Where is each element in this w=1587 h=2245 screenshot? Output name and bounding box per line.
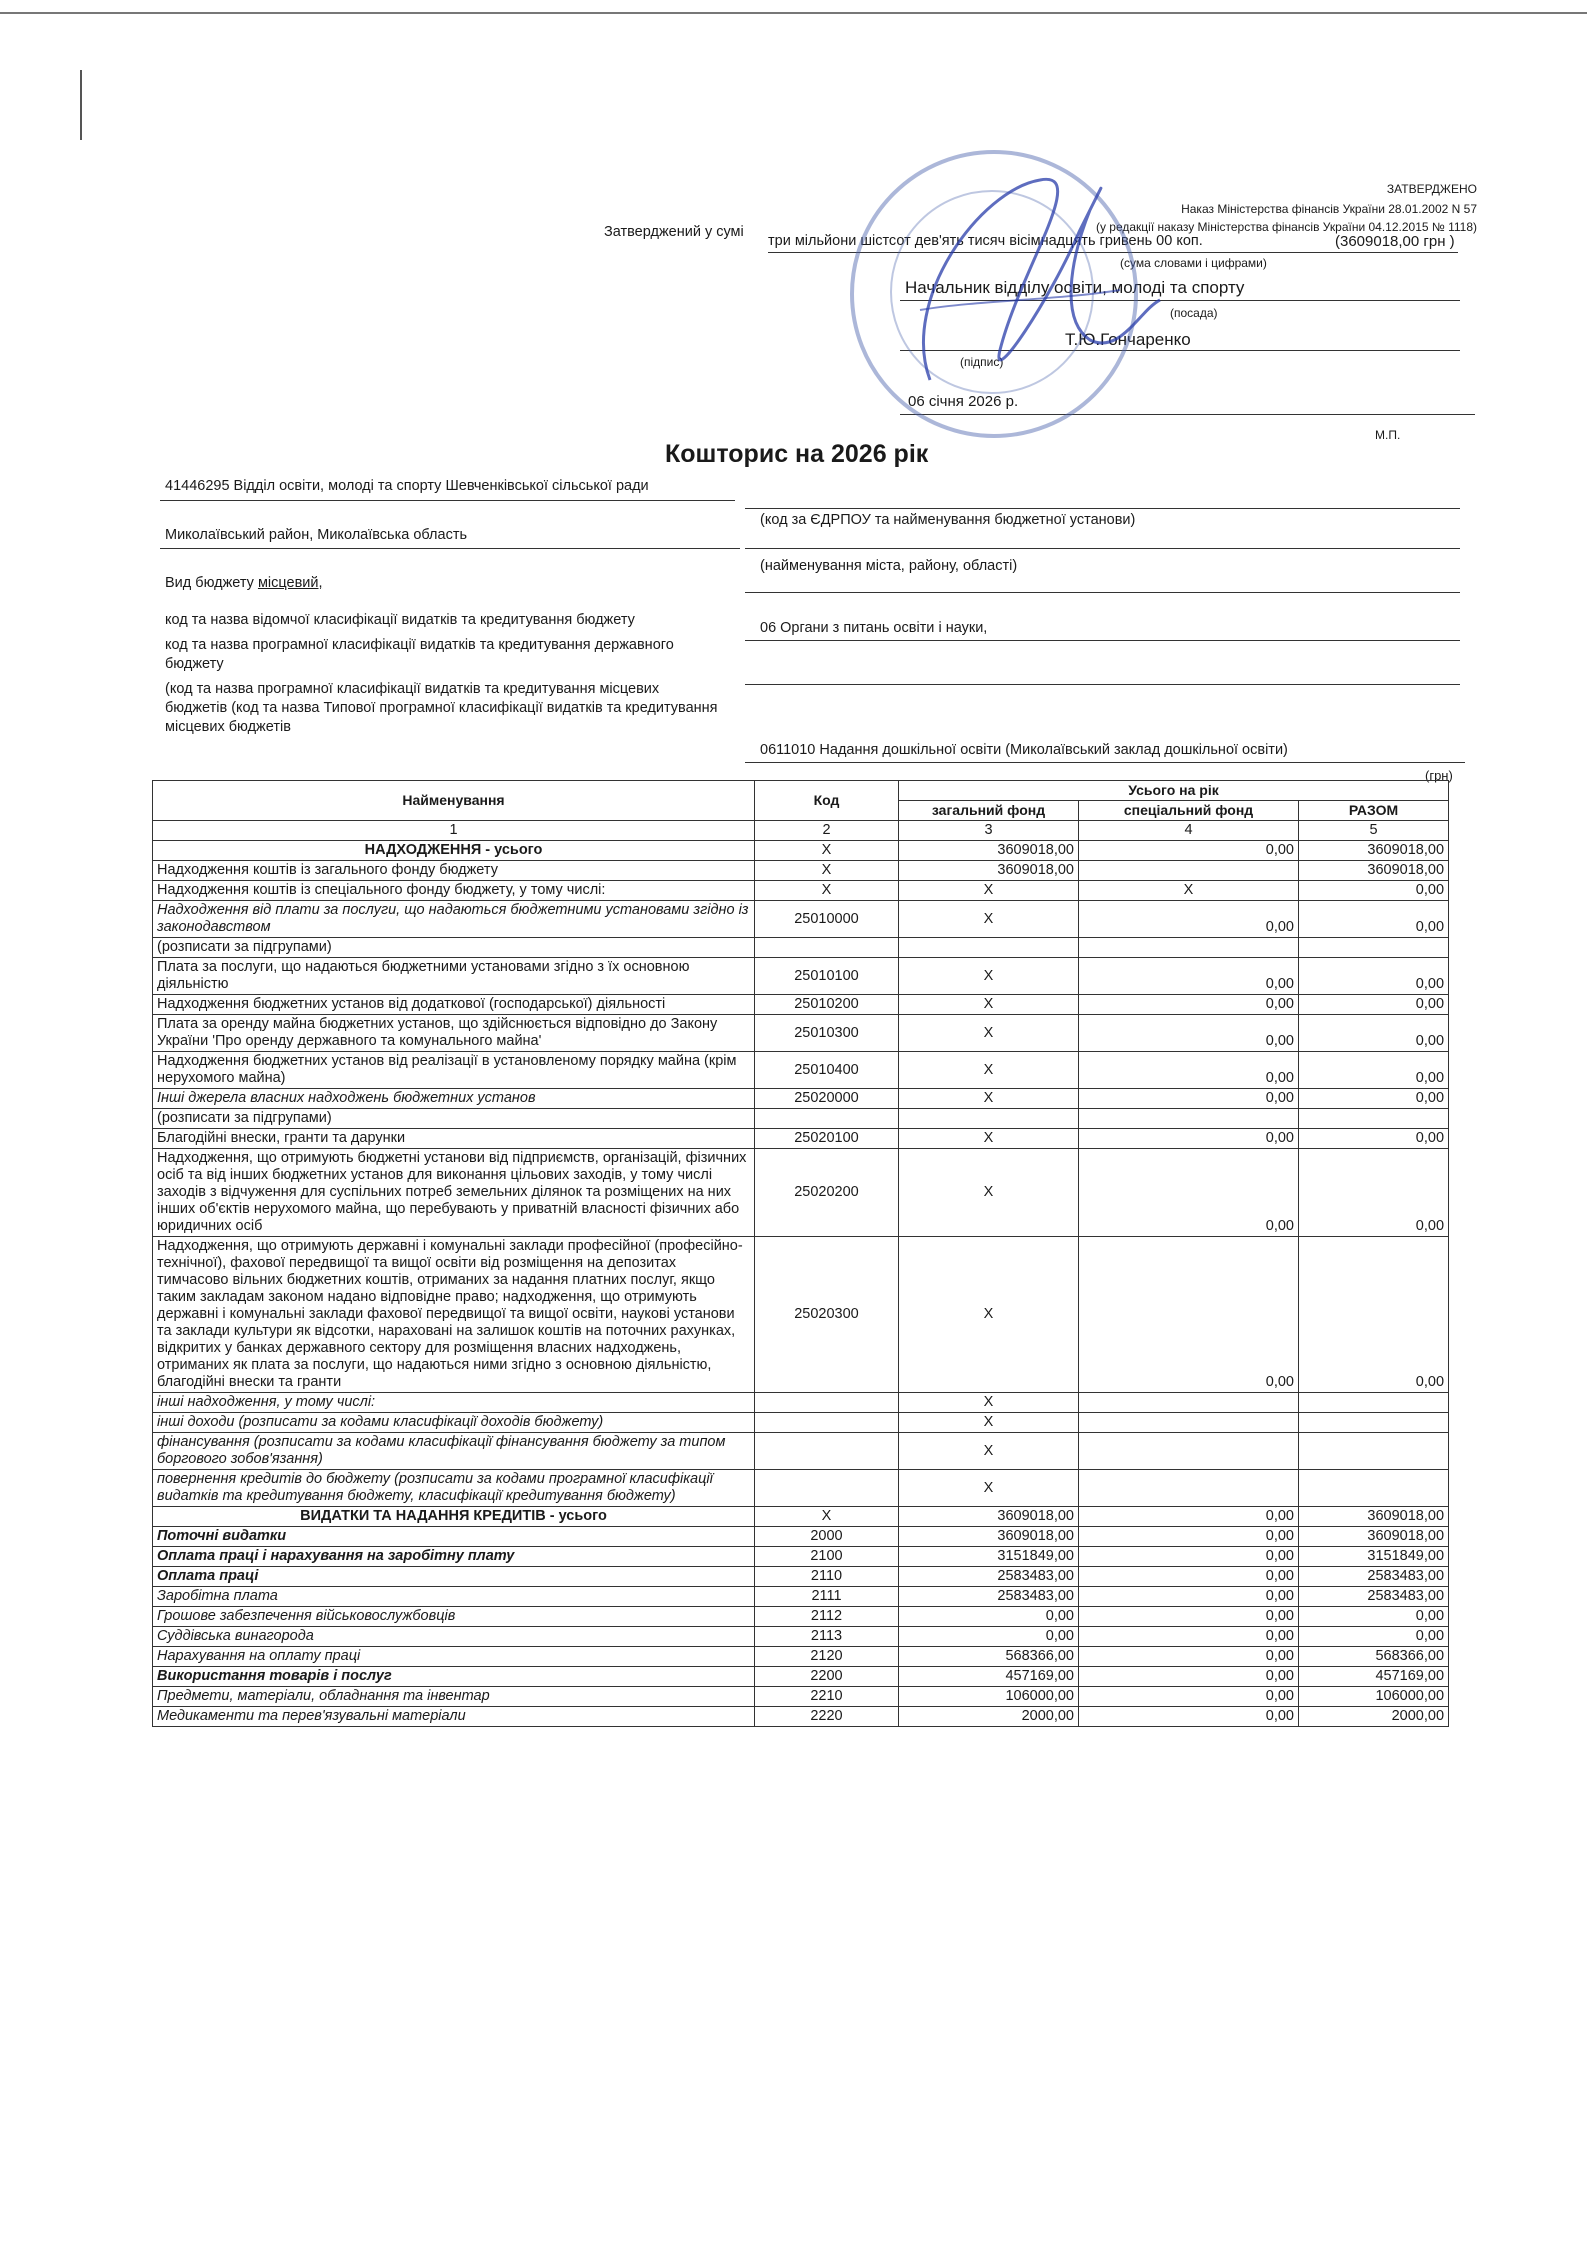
cell-total: 0,00	[1299, 1129, 1449, 1149]
cell-general	[899, 938, 1079, 958]
cell-name: Надходження коштів із спеціального фонду бюджету, у тому числі:	[153, 881, 755, 901]
table-row	[153, 841, 1449, 861]
local-prog-label: (код та назва програмної класифікації видатків та кредитування місцевих бюджетів (код та назва Типової програмної класифікації видатків та кредитування місцевих бюджетів	[165, 681, 718, 735]
cell-name: НАДХОДЖЕННЯ - усього	[153, 841, 755, 861]
table-row	[153, 1587, 1449, 1607]
cell-total: 2583483,00	[1299, 1567, 1449, 1587]
cell-general: Х	[899, 1129, 1079, 1149]
cell-total: 3609018,00	[1299, 861, 1449, 881]
table-row	[153, 1413, 1449, 1433]
cell-code	[755, 1393, 899, 1413]
cell-code: 25010200	[755, 995, 899, 1015]
cell-special: 0,00	[1079, 1089, 1299, 1109]
cell-code	[755, 1433, 899, 1470]
estimate-table-body	[153, 841, 1449, 1727]
cell-name: (розписати за підгрупами)	[153, 1109, 755, 1129]
table-row	[153, 958, 1449, 995]
cell-total: 0,00	[1299, 995, 1449, 1015]
cell-name: Надходження коштів із загального фонду бюджету	[153, 861, 755, 881]
page-title: Кошторис на 2026 рік	[665, 440, 929, 468]
table-row	[153, 1707, 1449, 1727]
header-sum: РАЗОМ	[1299, 801, 1449, 821]
cell-special	[1079, 1470, 1299, 1507]
cell-code: 25020000	[755, 1089, 899, 1109]
table-row	[153, 1237, 1449, 1393]
cell-name: Оплата праці і нарахування на заробітну плату	[153, 1547, 755, 1567]
approved-sum-prefix: Затверджений у сумі	[604, 224, 744, 240]
table-row	[153, 1647, 1449, 1667]
cell-general: Х	[899, 1393, 1079, 1413]
cell-special: 0,00	[1079, 1627, 1299, 1647]
cell-name: фінансування (розписати за кодами класифікації фінансування бюджету за типом боргового зобов'язання)	[153, 1433, 755, 1470]
cell-code: 25020300	[755, 1237, 899, 1393]
cell-special	[1079, 1393, 1299, 1413]
signature-caption: (підпис)	[960, 355, 1004, 369]
cell-code: 2210	[755, 1687, 899, 1707]
position-caption: (посада)	[1170, 306, 1218, 320]
cell-special: 0,00	[1079, 1237, 1299, 1393]
scan-edge-left	[80, 70, 82, 140]
cell-total	[1299, 1109, 1449, 1129]
cell-name: Предмети, матеріали, обладнання та інвентар	[153, 1687, 755, 1707]
cell-code: 2112	[755, 1607, 899, 1627]
cell-code: Х	[755, 1507, 899, 1527]
cell-total: 0,00	[1299, 958, 1449, 995]
cell-name: Надходження бюджетних установ від додаткової (господарської) діяльності	[153, 995, 755, 1015]
cell-special: 0,00	[1079, 1129, 1299, 1149]
cell-total: 0,00	[1299, 881, 1449, 901]
institution-location: Миколаївський район, Миколаївська область	[165, 527, 468, 543]
cell-code: 2110	[755, 1567, 899, 1587]
cell-code: 25020200	[755, 1149, 899, 1237]
table-row	[153, 901, 1449, 938]
cell-special: 0,00	[1079, 1707, 1299, 1727]
cell-general: 3609018,00	[899, 861, 1079, 881]
cell-total: 0,00	[1299, 1052, 1449, 1089]
cell-total: 3151849,00	[1299, 1547, 1449, 1567]
cell-special: 0,00	[1079, 1547, 1299, 1567]
cell-general: 2583483,00	[899, 1567, 1079, 1587]
approver-position: Начальник відділу освіти, молоді та спорту	[905, 278, 1245, 297]
table-row	[153, 1109, 1449, 1129]
cell-special: 0,00	[1079, 995, 1299, 1015]
cell-code	[755, 938, 899, 958]
col-number: 4	[1079, 821, 1299, 841]
approved-sum-words: три мільйони шістсот дев'ять тисяч вісімнадцять гривень 00 коп.	[768, 233, 1203, 249]
cell-code: 2100	[755, 1547, 899, 1567]
table-row	[153, 1687, 1449, 1707]
cell-code: 2113	[755, 1627, 899, 1647]
cell-general: 3609018,00	[899, 1507, 1079, 1527]
cell-code: Х	[755, 881, 899, 901]
cell-total	[1299, 1393, 1449, 1413]
cell-total: 0,00	[1299, 1089, 1449, 1109]
cell-special: 0,00	[1079, 1567, 1299, 1587]
cell-special	[1079, 938, 1299, 958]
cell-code: Х	[755, 861, 899, 881]
cell-name: Плата за оренду майна бюджетних установ, що здійснюється відповідно до Закону України 'Про оренду державного та комунального майна'	[153, 1015, 755, 1052]
seal-mark: М.П.	[1375, 428, 1401, 442]
cell-total: 0,00	[1299, 901, 1449, 938]
cell-total: 2000,00	[1299, 1707, 1449, 1727]
cell-general: 0,00	[899, 1607, 1079, 1627]
order-line1: Наказ Міністерства фінансів України 28.01.2002 N 57	[1181, 202, 1477, 216]
table-row	[153, 1129, 1449, 1149]
cell-total: 0,00	[1299, 1627, 1449, 1647]
cell-total	[1299, 1433, 1449, 1470]
cell-general: 2583483,00	[899, 1587, 1079, 1607]
cell-code	[755, 1470, 899, 1507]
cell-special	[1079, 1109, 1299, 1129]
table-row	[153, 938, 1449, 958]
dept-class-value: 06 Органи з питань освіти і науки,	[760, 620, 988, 636]
cell-special: 0,00	[1079, 1507, 1299, 1527]
cell-general: Х	[899, 995, 1079, 1015]
cell-total: 0,00	[1299, 1149, 1449, 1237]
budget-type-label: Вид бюджету	[165, 575, 254, 591]
cell-name: Надходження від плати за послуги, що надаються бюджетними установами згідно із законодавством	[153, 901, 755, 938]
cell-code: 2111	[755, 1587, 899, 1607]
cell-general: Х	[899, 901, 1079, 938]
cell-special	[1079, 1433, 1299, 1470]
table-row	[153, 881, 1449, 901]
approved-sum-figures: (3609018,00 грн )	[1335, 233, 1455, 250]
cell-general	[899, 1109, 1079, 1129]
cell-code: 2120	[755, 1647, 899, 1667]
cell-code: 2000	[755, 1527, 899, 1547]
cell-total: 106000,00	[1299, 1687, 1449, 1707]
cell-special: 0,00	[1079, 958, 1299, 995]
cell-name: Благодійні внески, гранти та дарунки	[153, 1129, 755, 1149]
cell-general: 457169,00	[899, 1667, 1079, 1687]
scan-edge-top	[0, 12, 1587, 14]
cell-name: Суддівська винагорода	[153, 1627, 755, 1647]
col-number: 2	[755, 821, 899, 841]
institution-code-caption: (код за ЄДРПОУ та найменування бюджетної установи)	[760, 512, 1136, 528]
cell-code: 25020100	[755, 1129, 899, 1149]
cell-code	[755, 1109, 899, 1129]
cell-name: Оплата праці	[153, 1567, 755, 1587]
cell-total: 0,00	[1299, 1607, 1449, 1627]
cell-general: 2000,00	[899, 1707, 1079, 1727]
cell-total: 0,00	[1299, 1015, 1449, 1052]
cell-special: 0,00	[1079, 1527, 1299, 1547]
approver-name: Т.Ю.Гончаренко	[1065, 330, 1191, 349]
table-row	[153, 861, 1449, 881]
table-row	[153, 1470, 1449, 1507]
cell-special: 0,00	[1079, 1587, 1299, 1607]
cell-special	[1079, 1413, 1299, 1433]
prog-class-label: код та назва програмної класифікації видатків та кредитування державного бюджету	[165, 637, 674, 672]
cell-name: Надходження, що отримують бюджетні установи від підприємств, організацій, фізичних осіб та від інших бюджетних установ для виконання цільових заходів, у тому числі заходів з відчуження для суспільних потреб земельних ділянок та розміщених на них інших об'єктів нерухомого майна, що перебувають у приватній власності фізичних або юридичних осіб	[153, 1149, 755, 1237]
header-name: Найменування	[153, 781, 755, 821]
cell-total: 3609018,00	[1299, 1507, 1449, 1527]
cell-general: 106000,00	[899, 1687, 1079, 1707]
cell-general: Х	[899, 1237, 1079, 1393]
col-number: 5	[1299, 821, 1449, 841]
cell-general: 3151849,00	[899, 1547, 1079, 1567]
local-prog-value: 0611010 Надання дошкільної освіти (Миколаївський заклад дошкільної освіти)	[760, 742, 1288, 758]
cell-general: Х	[899, 1470, 1079, 1507]
cell-total: 568366,00	[1299, 1647, 1449, 1667]
cell-total	[1299, 938, 1449, 958]
order-line2: (у редакції наказу Міністерства фінансів України 04.12.2015 № 1118)	[1095, 220, 1477, 234]
header-total-year: Усього на рік	[899, 781, 1449, 801]
table-row	[153, 1015, 1449, 1052]
cell-code: 25010300	[755, 1015, 899, 1052]
cell-code: 2220	[755, 1707, 899, 1727]
cell-name: повернення кредитів до бюджету (розписати за кодами програмної класифікації видатків та кредитування бюджету, класифікації кредитування бюджету)	[153, 1470, 755, 1507]
cell-name: Медикаменти та перев'язувальні матеріали	[153, 1707, 755, 1727]
cell-code	[755, 1413, 899, 1433]
cell-total	[1299, 1413, 1449, 1433]
cell-name: (розписати за підгрупами)	[153, 938, 755, 958]
cell-special: 0,00	[1079, 901, 1299, 938]
cell-special: 0,00	[1079, 1647, 1299, 1667]
cell-general: 0,00	[899, 1627, 1079, 1647]
cell-name: Плата за послуги, що надаються бюджетними установами згідно з їх основною діяльністю	[153, 958, 755, 995]
cell-name: Нарахування на оплату праці	[153, 1647, 755, 1667]
table-row	[153, 1567, 1449, 1587]
cell-general: Х	[899, 1015, 1079, 1052]
cell-name: Використання товарів і послуг	[153, 1667, 755, 1687]
cell-total: 3609018,00	[1299, 841, 1449, 861]
cell-general: Х	[899, 1413, 1079, 1433]
cell-general: Х	[899, 1052, 1079, 1089]
cell-general: Х	[899, 1433, 1079, 1470]
approval-date: 06 січня 2026 р.	[908, 393, 1019, 410]
cell-name: інші доходи (розписати за кодами класифікації доходів бюджету)	[153, 1413, 755, 1433]
cell-code: 25010400	[755, 1052, 899, 1089]
cell-code: 25010000	[755, 901, 899, 938]
sum-caption: (сума словами і цифрами)	[1120, 256, 1267, 270]
cell-special: 0,00	[1079, 841, 1299, 861]
cell-general: Х	[899, 881, 1079, 901]
cell-total	[1299, 1470, 1449, 1507]
col-number: 1	[153, 821, 755, 841]
cell-special: 0,00	[1079, 1687, 1299, 1707]
cell-total: 457169,00	[1299, 1667, 1449, 1687]
header-special-fund: спеціальний фонд	[1079, 801, 1299, 821]
cell-total: 3609018,00	[1299, 1527, 1449, 1547]
cell-code: 25010100	[755, 958, 899, 995]
cell-name: Надходження бюджетних установ від реалізації в установленому порядку майна (крім нерухомого майна)	[153, 1052, 755, 1089]
table-row	[153, 1627, 1449, 1647]
table-row	[153, 1433, 1449, 1470]
cell-special: 0,00	[1079, 1015, 1299, 1052]
table-row	[153, 1607, 1449, 1627]
cell-special: 0,00	[1079, 1052, 1299, 1089]
cell-special: 0,00	[1079, 1667, 1299, 1687]
cell-general: 3609018,00	[899, 1527, 1079, 1547]
table-row	[153, 1527, 1449, 1547]
table-row	[153, 1052, 1449, 1089]
approved-label: ЗАТВЕРДЖЕНО	[1386, 182, 1477, 196]
cell-total: 2583483,00	[1299, 1587, 1449, 1607]
cell-general: 568366,00	[899, 1647, 1079, 1667]
table-row	[153, 1149, 1449, 1237]
col-number: 3	[899, 821, 1079, 841]
cell-name: Грошове забезпечення військовослужбовців	[153, 1607, 755, 1627]
cell-special: 0,00	[1079, 1607, 1299, 1627]
cell-code: 2200	[755, 1667, 899, 1687]
dept-class-label: код та назва відомчої класифікації видатків та кредитування бюджету	[165, 612, 635, 628]
table-row	[153, 1507, 1449, 1527]
cell-total: 0,00	[1299, 1237, 1449, 1393]
cell-name: Інші джерела власних надходжень бюджетних установ	[153, 1089, 755, 1109]
table-row	[153, 1667, 1449, 1687]
header-code: Код	[755, 781, 899, 821]
table-row	[153, 995, 1449, 1015]
cell-general: 3609018,00	[899, 841, 1079, 861]
cell-special: 0,00	[1079, 1149, 1299, 1237]
cell-general: Х	[899, 958, 1079, 995]
header-general-fund: загальний фонд	[899, 801, 1079, 821]
handwritten-signature	[860, 150, 1190, 410]
cell-name: інші надходження, у тому числі:	[153, 1393, 755, 1413]
cell-special	[1079, 861, 1299, 881]
budget-type-value: місцевий,	[257, 575, 323, 591]
estimate-table	[152, 780, 1449, 1727]
cell-code: Х	[755, 841, 899, 861]
cell-name: Надходження, що отримують державні і комунальні заклади професійної (професійно-технічної), фахової передвищої та вищої освіти від розміщення на депозитах тимчасово вільних бюджетних коштів, отриманих за надання платних послуг, якщо таким закладам законом надано відповідне право; надходження, що отримують державні і комунальні заклади фахової передвищої та вищої освіти, наукові установи та заклади культури як відсотки, нараховані на залишок коштів на поточних рахунках, відкритих у банках державного сектору для розміщення власних надходжень, отриманих як плата за послуги, що надаються ними згідно з основною діяльністю, благодійні внески та гранти	[153, 1237, 755, 1393]
cell-general: Х	[899, 1089, 1079, 1109]
cell-name: ВИДАТКИ ТА НАДАННЯ КРЕДИТІВ - усього	[153, 1507, 755, 1527]
cell-general: Х	[899, 1149, 1079, 1237]
cell-special: Х	[1079, 881, 1299, 901]
institution-code-name: 41446295 Відділ освіти, молоді та спорту Шевченківської сільської ради	[165, 478, 649, 494]
table-row	[153, 1393, 1449, 1413]
unit-label: (грн)	[1425, 768, 1453, 783]
location-caption: (найменування міста, району, області)	[760, 558, 1018, 574]
cell-name: Заробітна плата	[153, 1587, 755, 1607]
table-row	[153, 1547, 1449, 1567]
table-row	[153, 1089, 1449, 1109]
budget-type	[165, 575, 323, 591]
cell-name: Поточні видатки	[153, 1527, 755, 1547]
